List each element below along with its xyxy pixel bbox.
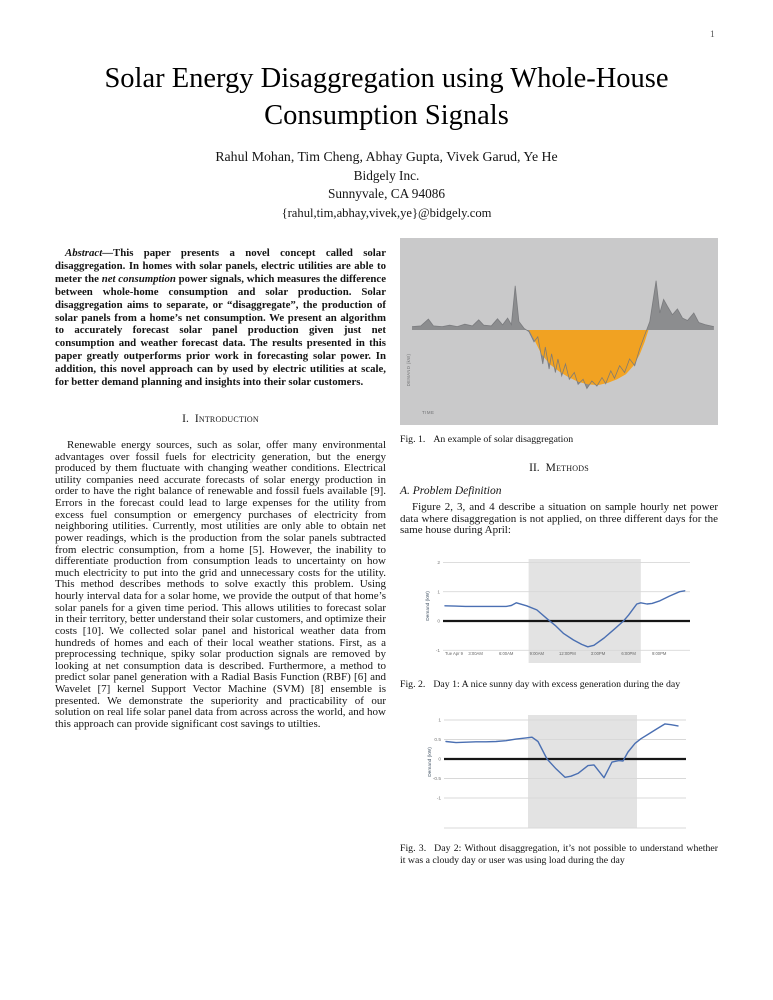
introduction-paragraph: Renewable energy sources, such as solar, offer many environmental advantages over fossil fuels for electricity generation, but the energy produced by them fluctuate with changing weather conditions. Electrical utility companies need accurate forecasts of solar energy production in order to have the right balance of renewable and fossil fuels available [9]. Errors in the forecast could lead to large expenses for the utility from excess fuel consumption or emergency purchases of electricity from neighboring utilities. Currently, most utilities are only able to obtain net power readings, which is the production from the solar panels subtracted from electric consumption, from a home [5]. However, the inability to differentiate production from consumption leads to uncertainty on how much electricity to put into the grid and unnecessary costs for the utility. This method describes methods to solve exactly this problem. Using hourly interval data for a solar home, we provide the output of that home’s solar panels for a given time period. This allows utilities to forecast solar in their territory, better understand their solar customers, and optimize their costs [10]. We collected solar panel and historical weather data from hundreds of homes and each of their local weather stations. First, as a preprocessing technique, spiky solar production signals are removed by looking at net consumption data is described. Furthermore, a method to predict solar panel generation with a Radial Basis Function (RBF) [6] and Wavelet [7] kernel Support Vector Machine (SVM) [8] ensemble is presented. We demonstrate the superiority and practicability of our solution on real life solar panel data from across across the world, and how this approach can provide significant cost savings to utilties. xyxy=(55,438,387,730)
svg-text:DEMAND (kW): DEMAND (kW) xyxy=(406,353,411,387)
svg-text:6:00AM: 6:00AM xyxy=(498,650,514,656)
section-heading-methods xyxy=(400,462,718,474)
figure-2-day1-line-chart xyxy=(422,559,694,664)
figure-2-label: Fig. 2. xyxy=(400,678,426,690)
section-title: Methods xyxy=(545,462,589,474)
abstract-text-before: This paper presents a novel concept called solar disaggregation. In homes with solar panels, electric utilities are able to meter the xyxy=(55,247,386,285)
left-column xyxy=(55,247,386,731)
figure-3-caption-line2: it was a cloudy day or user was using load during the day xyxy=(400,855,625,867)
affiliation: Bidgely Inc. xyxy=(353,167,420,183)
page-number: 1 xyxy=(710,30,715,40)
figure-3-caption-line1 xyxy=(400,843,718,855)
section-title: Introduction xyxy=(194,412,259,425)
svg-text:Demand (kW): Demand (kW) xyxy=(428,747,433,777)
section-number: I. xyxy=(182,412,189,425)
figure-1-caption-text: An example of solar disaggregation xyxy=(433,434,574,445)
figure-2-caption xyxy=(400,679,718,690)
section-heading-introduction xyxy=(55,413,386,425)
authors-line: Rahul Mohan, Tim Cheng, Abhay Gupta, Vivek Garud, Ye He xyxy=(215,149,558,164)
svg-text:9:00AM: 9:00AM xyxy=(529,650,545,656)
svg-text:Demand (kW): Demand (kW) xyxy=(426,591,431,621)
section-number: II. xyxy=(529,462,540,474)
svg-text:3:00AM: 3:00AM xyxy=(468,650,483,656)
svg-text:1: 1 xyxy=(437,590,440,596)
svg-text:6:00PM: 6:00PM xyxy=(621,650,636,656)
paper-title xyxy=(0,60,773,134)
figure-1-caption xyxy=(400,434,718,445)
email-line: {rahul,tim,abhay,vivek,ye}@bidgely.com xyxy=(281,205,492,220)
svg-text:TIME: TIME xyxy=(422,410,435,415)
abstract-italic-term: net consumption xyxy=(101,272,176,285)
svg-text:0.5: 0.5 xyxy=(434,738,441,744)
address: Sunnyvale, CA 94086 xyxy=(327,186,446,201)
methods-paragraph: Figure 2, 3, and 4 describe a situation on sample hourly net power data where disaggregation is not applied, on three different days for the same house during April: xyxy=(400,501,718,537)
abstract-text-after: power signals, which measures the difference between whole-home consumption and solar production. Solar disaggregation aims to separate, or “disaggregate”, the production of solar panels from a home’s net consumption. We present an algorithm to accurately forecast solar panel production given just net consumption and weather forecast data. The results presented in this paper greatly outperforms prior work in forecasting solar power. In addition, this novel approach can by used by electric utilities at scale, for better demand planning and insights into their solar customers. xyxy=(55,272,386,389)
svg-text:0: 0 xyxy=(438,757,441,763)
svg-text:12:00PM: 12:00PM xyxy=(559,650,576,656)
paper-header xyxy=(0,0,773,222)
right-column xyxy=(400,238,718,867)
svg-text:0: 0 xyxy=(437,619,440,625)
figure-2-caption-text: Day 1: A nice sunny day with excess generation during the day xyxy=(433,678,681,690)
svg-text:2: 2 xyxy=(437,560,440,566)
abstract xyxy=(55,247,386,389)
paper-title-line2: Consumption Signals xyxy=(264,100,509,131)
svg-text:Tue Apr 9: Tue Apr 9 xyxy=(445,650,464,656)
abstract-label: Abstract xyxy=(65,247,103,259)
svg-text:-0.5: -0.5 xyxy=(432,777,441,783)
figure-3-day2-line-chart xyxy=(426,707,692,833)
subsection-problem-definition: A. Problem Definition xyxy=(400,485,502,497)
svg-text:-1: -1 xyxy=(435,648,440,654)
figure-3-label: Fig. 3. xyxy=(400,842,427,854)
abstract-dash: — xyxy=(102,247,113,259)
svg-text:3:00PM: 3:00PM xyxy=(590,650,606,656)
figure-1-label: Fig. 1. xyxy=(400,434,426,445)
svg-text:9:00PM: 9:00PM xyxy=(651,650,667,656)
paper-title-line1: Solar Energy Disaggregation using Whole-House xyxy=(104,63,669,94)
figure-3-caption-text1: Day 2: Without disaggregation, it’s not possible to understand whether xyxy=(434,842,718,854)
svg-text:-1: -1 xyxy=(436,796,441,802)
figure-3-caption xyxy=(400,843,718,867)
svg-text:1: 1 xyxy=(438,718,441,724)
figure-1-disaggregation-area-chart xyxy=(400,238,718,425)
